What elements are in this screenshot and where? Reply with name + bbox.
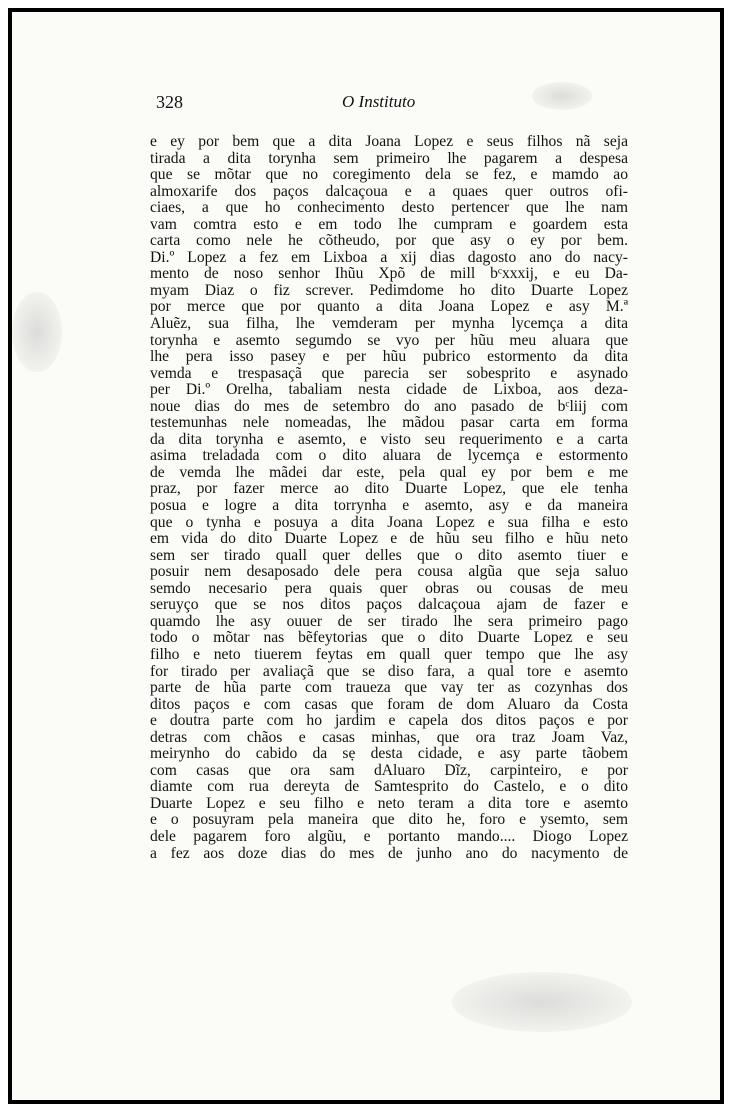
text-line: parte de hũa parte com traueza que vay ter as cozynhas dos — [150, 679, 628, 697]
text-line: e o posuyram pela maneira que dito he, foro e ysemto, sem — [150, 811, 628, 829]
text-line: todo o mõtar nas bẽfeytorias que o dito Duarte Lopez e seu — [150, 629, 628, 647]
text-line: em vida do dito Duarte Lopez e de hũu seu filho e hũu neto — [150, 530, 628, 548]
text-line: noue dias do mes de setembro do ano pasado de bᶜliij com — [150, 397, 628, 415]
text-line: sem ser tirado quall quer delles que o dito asemto tiuer e — [150, 546, 628, 564]
text-line: dele pagarem foro algũu, e portanto mando.... Diogo Lopez — [150, 827, 628, 845]
text-line: seruyço que se nos ditos paços dalcaçoua ajam de fazer e — [150, 596, 628, 614]
text-line: diamte com rua dereyta de Samtesprito do Castelo, e o dito — [150, 778, 628, 796]
text-line: que se mõtar que no coregimento dela se fez, e mamdo ao — [150, 166, 628, 184]
text-line: de vemda lhe mãdei dar este, pela qual ey por bem e me — [150, 463, 628, 481]
document-body — [150, 134, 628, 862]
text-line: praz, por fazer merce ao dito Duarte Lopez, que ele tenha — [150, 480, 628, 498]
text-line: detras com chãos e casas minhas, que ora traz Joam Vaz, — [150, 728, 628, 746]
text-line: vemda e trespasaçã que parecia ser sobesprito e asynado — [150, 364, 628, 382]
text-line: ditos paços e com casas que foram de dom Aluaro da Costa — [150, 695, 628, 713]
text-line: tirada a dita torynha sem primeiro lhe pagarem a despesa — [150, 149, 628, 167]
text-line: filho e neto tiuerem feytas em quall quer tempo que lhe asy — [150, 645, 628, 663]
page-number: 328 — [156, 92, 183, 112]
text-line: ciaes, a que ho conhecimento desto pertencer que lhe nam — [150, 199, 628, 217]
text-line: da dita torynha e asemto, e visto seu requerimento e a carta — [150, 430, 628, 448]
text-line: myam Diaz o fiz screver. Pedimdome ho dito Duarte Lopez — [150, 281, 628, 299]
running-head — [156, 92, 626, 116]
text-line: almoxarife dos paços dalcaçoua e a quaes quer outros ofi- — [150, 182, 628, 200]
text-line: carta como nele he cõtheudo, por que asy o ey por bem. — [150, 232, 628, 250]
text-line: for tirado per avaliaçã que se diso fara, a qual tore e asemto — [150, 662, 628, 680]
text-line: que o tynha e posuya a dita Joana Lopez e sua filha e esto — [150, 513, 628, 531]
text-line: mento de noso senhor Ihũu Xpõ de mill bᶜxxxij, e eu Da- — [150, 265, 628, 283]
text-line: quamdo lhe asy ouuer de ser tirado lhe sera primeiro pago — [150, 612, 628, 630]
text-line: posua e logre a dita torrynha e asemto, asy e da maneira — [150, 497, 628, 515]
text-line: asima treladada com o dito aluara de lycemça e estormento — [150, 447, 628, 465]
text-line: com casas que ora sam dAluaro Dĩz, carpinteiro, e por — [150, 761, 628, 779]
text-line: Di.º Lopez a fez em Lixboa a xij dias dagosto ano do nacy- — [150, 248, 628, 266]
text-line: meirynho do cabido da sẹ desta cidade, e asy parte tãobem — [150, 745, 628, 763]
text-line: e ey por bem que a dita Joana Lopez e seus filhos nã seja — [150, 133, 628, 150]
journal-title: O Instituto — [342, 92, 416, 111]
text-line: lhe pera isso pasey e per hũu pubrico estormento da dita — [150, 348, 628, 366]
text-line: semdo necesario pera quais quer obras ou cousas de meu — [150, 579, 628, 597]
text-line: torynha e asemto segumdo se vyo per hũu meu aluara que — [150, 331, 628, 349]
text-line: a fez aos doze dias do mes de junho ano do nacymento de — [150, 844, 628, 862]
text-line: testemunhas nele nomeadas, lhe mãdou pasar carta em forma — [150, 414, 628, 432]
text-line: Duarte Lopez e seu filho e neto teram a dita tore e asemto — [150, 794, 628, 812]
text-line: posuir nem desaposado dele pera cousa algũa que seja saluo — [150, 563, 628, 581]
text-line: e doutra parte com ho jardim e capela dos ditos paços e por — [150, 712, 628, 730]
text-line: per Di.º Orelha, tabaliam nesta cidade de Lixboa, aos deza- — [150, 381, 628, 399]
text-line: vam comtra esto e em todo lhe cumpram e goardem esta — [150, 215, 628, 233]
text-line: por merce que por quanto a dita Joana Lopez e asy M.ª — [150, 298, 628, 316]
text-line: Aluẽz, sua filha, lhe vemderam per mynha lycemça a dita — [150, 315, 628, 333]
